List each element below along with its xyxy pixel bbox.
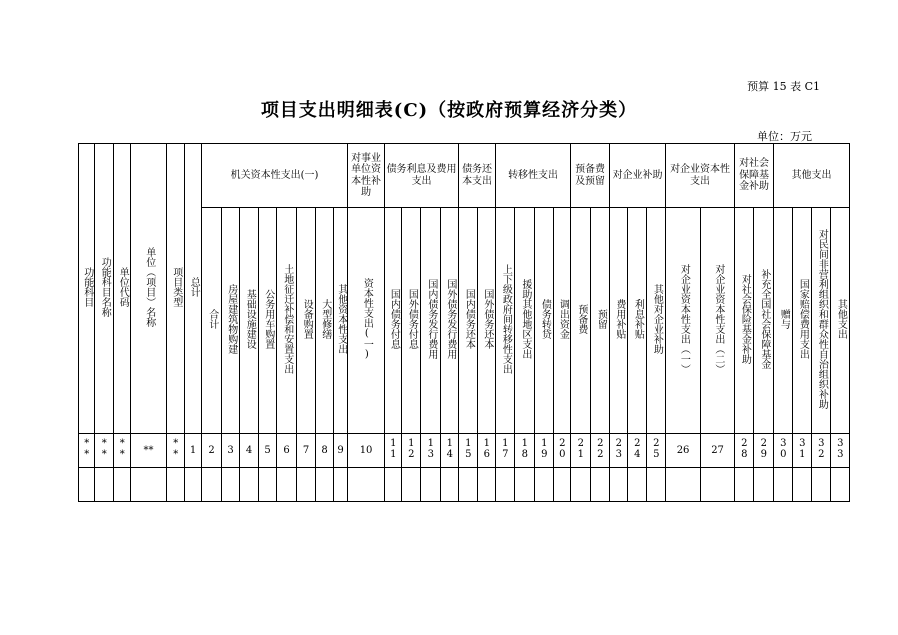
sub-header: 预备费 [571, 208, 591, 434]
data-cell[interactable] [647, 468, 666, 502]
group-institution-capital-subsidy: 对事业单位资本性补助 [348, 144, 385, 208]
cell: 6 [277, 434, 297, 468]
cell: 17 [496, 434, 515, 468]
cell: ** [167, 434, 185, 468]
sub-header: 上下级政府间转移性支出 [496, 208, 515, 434]
sub-header: 大型修缮 [316, 208, 334, 434]
cell: 31 [793, 434, 812, 468]
data-cell[interactable] [202, 468, 222, 502]
cell: 5 [259, 434, 277, 468]
cell: 12 [402, 434, 421, 468]
cell: 28 [735, 434, 754, 468]
data-cell[interactable] [79, 468, 95, 502]
sub-header: 国外债务发行费用 [441, 208, 459, 434]
cell: 19 [535, 434, 554, 468]
cell: 23 [610, 434, 628, 468]
cell: 10 [348, 434, 385, 468]
data-cell[interactable] [131, 468, 167, 502]
cell: 14 [441, 434, 459, 468]
sub-header: 对企业资本性支出（一） [666, 208, 701, 434]
cell: 3 [222, 434, 240, 468]
group-enterprise-capital: 对企业资本性支出 [666, 144, 735, 208]
data-cell[interactable] [496, 468, 515, 502]
sub-header: 土地征迁补偿和安置支出 [277, 208, 297, 434]
data-cell[interactable] [222, 468, 240, 502]
cell: 13 [421, 434, 441, 468]
sub-header: 其他对企业补助 [647, 208, 666, 434]
cell: 4 [240, 434, 259, 468]
data-cell[interactable] [297, 468, 316, 502]
data-cell[interactable] [535, 468, 554, 502]
cell: 22 [591, 434, 610, 468]
sub-header: 预留 [591, 208, 610, 434]
sub-header: 赠与 [774, 208, 793, 434]
sub-header: 对民间非营利组织和群众性自治组织补助 [812, 208, 831, 434]
sub-header: 基础设施建设 [240, 208, 259, 434]
sub-header: 其他支出 [831, 208, 850, 434]
cell: 32 [812, 434, 831, 468]
data-cell[interactable] [554, 468, 571, 502]
data-cell[interactable] [459, 468, 478, 502]
form-number: 预算 15 表 C1 [747, 80, 820, 93]
cell: 24 [628, 434, 647, 468]
cell: ** [95, 434, 114, 468]
data-cell[interactable] [591, 468, 610, 502]
cell: 8 [316, 434, 334, 468]
data-cell[interactable] [421, 468, 441, 502]
data-cell[interactable] [277, 468, 297, 502]
data-cell[interactable] [478, 468, 496, 502]
sub-header: 调出资金 [554, 208, 571, 434]
data-cell[interactable] [385, 468, 402, 502]
cell: 11 [385, 434, 402, 468]
cell: 1 [185, 434, 202, 468]
group-other: 其他支出 [774, 144, 850, 208]
data-cell[interactable] [167, 468, 185, 502]
group-social-security: 对社会保障基金补助 [735, 144, 774, 208]
cell: ** [79, 434, 95, 468]
unit-label: 单位：万元 [757, 130, 812, 143]
data-cell[interactable] [402, 468, 421, 502]
sub-header: 国家赔偿费用支出 [793, 208, 812, 434]
data-cell[interactable] [793, 468, 812, 502]
data-cell[interactable] [571, 468, 591, 502]
sub-header: 国内债务付息 [385, 208, 402, 434]
cell: 9 [334, 434, 348, 468]
cell: ** [131, 434, 167, 468]
group-transfer: 转移性支出 [496, 144, 571, 208]
column-number-row [79, 434, 850, 468]
col-unit-name: 单位（项目）名称 [131, 144, 167, 434]
group-debt-interest: 债务利息及费用支出 [385, 144, 459, 208]
sub-header: 其他资本性支出 [334, 208, 348, 434]
col-function-name: 功能科目名称 [95, 144, 114, 434]
sub-header: 费用补贴 [610, 208, 628, 434]
cell: 21 [571, 434, 591, 468]
cell: 26 [666, 434, 701, 468]
sub-header: 对社会保险基金补助 [735, 208, 754, 434]
col-grand-total: 总计 [185, 144, 202, 434]
sub-header: 资本性支出(一) [348, 208, 385, 434]
data-cell[interactable] [334, 468, 348, 502]
sub-header: 公务用车购置 [259, 208, 277, 434]
data-cell[interactable] [95, 468, 114, 502]
cell: 15 [459, 434, 478, 468]
cell: 33 [831, 434, 850, 468]
data-cell[interactable] [240, 468, 259, 502]
data-cell[interactable] [114, 468, 131, 502]
sub-header: 补充全国社会保障基金 [754, 208, 774, 434]
cell: 16 [478, 434, 496, 468]
data-cell[interactable] [831, 468, 850, 502]
group-enterprise-subsidy: 对企业补助 [610, 144, 666, 208]
data-cell[interactable] [185, 468, 202, 502]
data-cell[interactable] [515, 468, 535, 502]
group-capital-expenditure: 机关资本性支出(一) [202, 144, 348, 208]
sub-header: 国外债务付息 [402, 208, 421, 434]
data-cell[interactable] [316, 468, 334, 502]
col-project-type: 项目类型 [167, 144, 185, 434]
data-cell[interactable] [628, 468, 647, 502]
sub-header: 设备购置 [297, 208, 316, 434]
data-cell[interactable] [701, 468, 735, 502]
sub-header: 对企业资本性支出（二） [701, 208, 735, 434]
cell: 25 [647, 434, 666, 468]
group-debt-principal: 债务还本支出 [459, 144, 496, 208]
group-reserve: 预备费及预留 [571, 144, 610, 208]
data-cell[interactable] [259, 468, 277, 502]
sub-header: 国内债务发行费用 [421, 208, 441, 434]
cell: 30 [774, 434, 793, 468]
sub-header: 国内债务还本 [459, 208, 478, 434]
data-cell[interactable] [441, 468, 459, 502]
data-cell[interactable] [754, 468, 774, 502]
expenditure-table [78, 143, 850, 502]
cell: 7 [297, 434, 316, 468]
cell: 2 [202, 434, 222, 468]
group-header-row [79, 144, 850, 208]
data-cell[interactable] [735, 468, 754, 502]
cell: ** [114, 434, 131, 468]
sub-header: 援助其他地区支出 [515, 208, 535, 434]
col-function-code: 功能科目 [79, 144, 95, 434]
cell: 20 [554, 434, 571, 468]
sub-header: 房屋建筑物购建 [222, 208, 240, 434]
data-cell[interactable] [610, 468, 628, 502]
sub-header: 合计 [202, 208, 222, 434]
data-cell[interactable] [348, 468, 385, 502]
sub-header: 利息补贴 [628, 208, 647, 434]
page-title: 项目支出明细表(C)（按政府预算经济分类） [260, 100, 638, 121]
cell: 29 [754, 434, 774, 468]
sub-header: 债务转贷 [535, 208, 554, 434]
data-row [79, 468, 850, 502]
data-cell[interactable] [666, 468, 701, 502]
cell: 18 [515, 434, 535, 468]
col-unit-code: 单位代码 [114, 144, 131, 434]
sub-header: 国外债务还本 [478, 208, 496, 434]
data-cell[interactable] [812, 468, 831, 502]
cell: 27 [701, 434, 735, 468]
data-cell[interactable] [774, 468, 793, 502]
